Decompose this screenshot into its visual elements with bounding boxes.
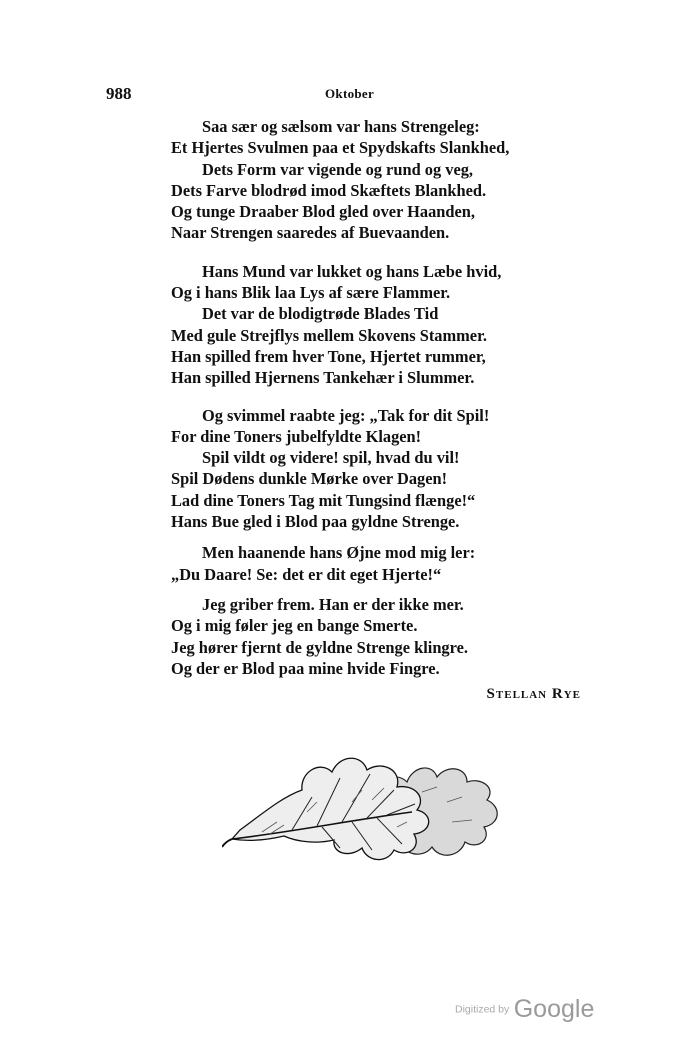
poem-line: Og i hans Blik laa Lys af sære Flammer. xyxy=(171,283,451,303)
author-signature: Stellan Rye xyxy=(486,686,581,702)
stanza-2 xyxy=(171,261,571,389)
poem-line: Han spilled frem hver Tone, Hjertet rummer, xyxy=(171,346,486,366)
poem-line: „Du Daare! Se: det er dit eget Hjerte!“ xyxy=(171,564,442,584)
poem-line: Saa sær og sælsom var hans Strengeleg: xyxy=(202,117,480,136)
poem-line: Jeg griber frem. Han er der ikke mer. xyxy=(202,594,464,614)
poem-line: Hans Mund var lukket og hans Læbe hvid, xyxy=(202,261,502,281)
stanza-5 xyxy=(171,594,571,679)
poem-line: Dets Form var vigende og rund og veg, xyxy=(202,159,474,179)
poem-line: Med gule Strejflys mellem Skovens Stammer. xyxy=(171,325,487,345)
poem-line: Han spilled Hjernens Tankehær i Slummer. xyxy=(171,368,475,388)
poem-line: Og i mig føler jeg en bange Smerte. xyxy=(171,616,418,636)
poem-line: Dets Farve blodrød imod Skæftets Blankhed. xyxy=(171,180,487,200)
poem-line: Og der er Blod paa mine hvide Fingre. xyxy=(171,658,440,678)
poem-line: For dine Toners jubelfyldte Klagen! xyxy=(171,426,422,446)
poem-line: Og tunge Draaber Blod gled over Haanden, xyxy=(171,202,476,222)
google-logo-text: Google xyxy=(513,995,595,1023)
oak-leaf-illustration xyxy=(222,742,512,872)
stanza-1 xyxy=(171,116,571,244)
poem xyxy=(171,116,571,679)
running-title: Oktober xyxy=(325,86,375,101)
stanza-3 xyxy=(171,405,571,533)
poem-line: Et Hjertes Svulmen paa et Spydskafts Slankhed, xyxy=(171,138,510,158)
poem-line: Men haanende hans Øjne mod mig ler: xyxy=(202,543,476,563)
page-number: 988 xyxy=(106,84,132,103)
digitized-prefix: Digitized by xyxy=(455,1003,510,1016)
poem-line: Spil vildt og videre! spil, hvad du vil! xyxy=(202,448,460,468)
digitized-by-google-watermark xyxy=(455,995,594,1024)
poem-line: Og svimmel raabte jeg: „Tak for dit Spil! xyxy=(202,405,490,425)
poem-line: Spil Dødens dunkle Mørke over Dagen! xyxy=(171,469,448,489)
stanza-4 xyxy=(171,542,571,585)
poem-line: Lad dine Toners Tag mit Tungsind flænge!“ xyxy=(171,490,476,510)
poem-line: Det var de blodigtrøde Blades Tid xyxy=(202,304,439,324)
poem-line: Jeg hører fjernt de gyldne Strenge klingre. xyxy=(171,637,468,657)
poem-line: Hans Bue gled i Blod paa gyldne Strenge. xyxy=(171,512,460,532)
poem-line: Naar Strengen saaredes af Buevaanden. xyxy=(171,223,450,243)
